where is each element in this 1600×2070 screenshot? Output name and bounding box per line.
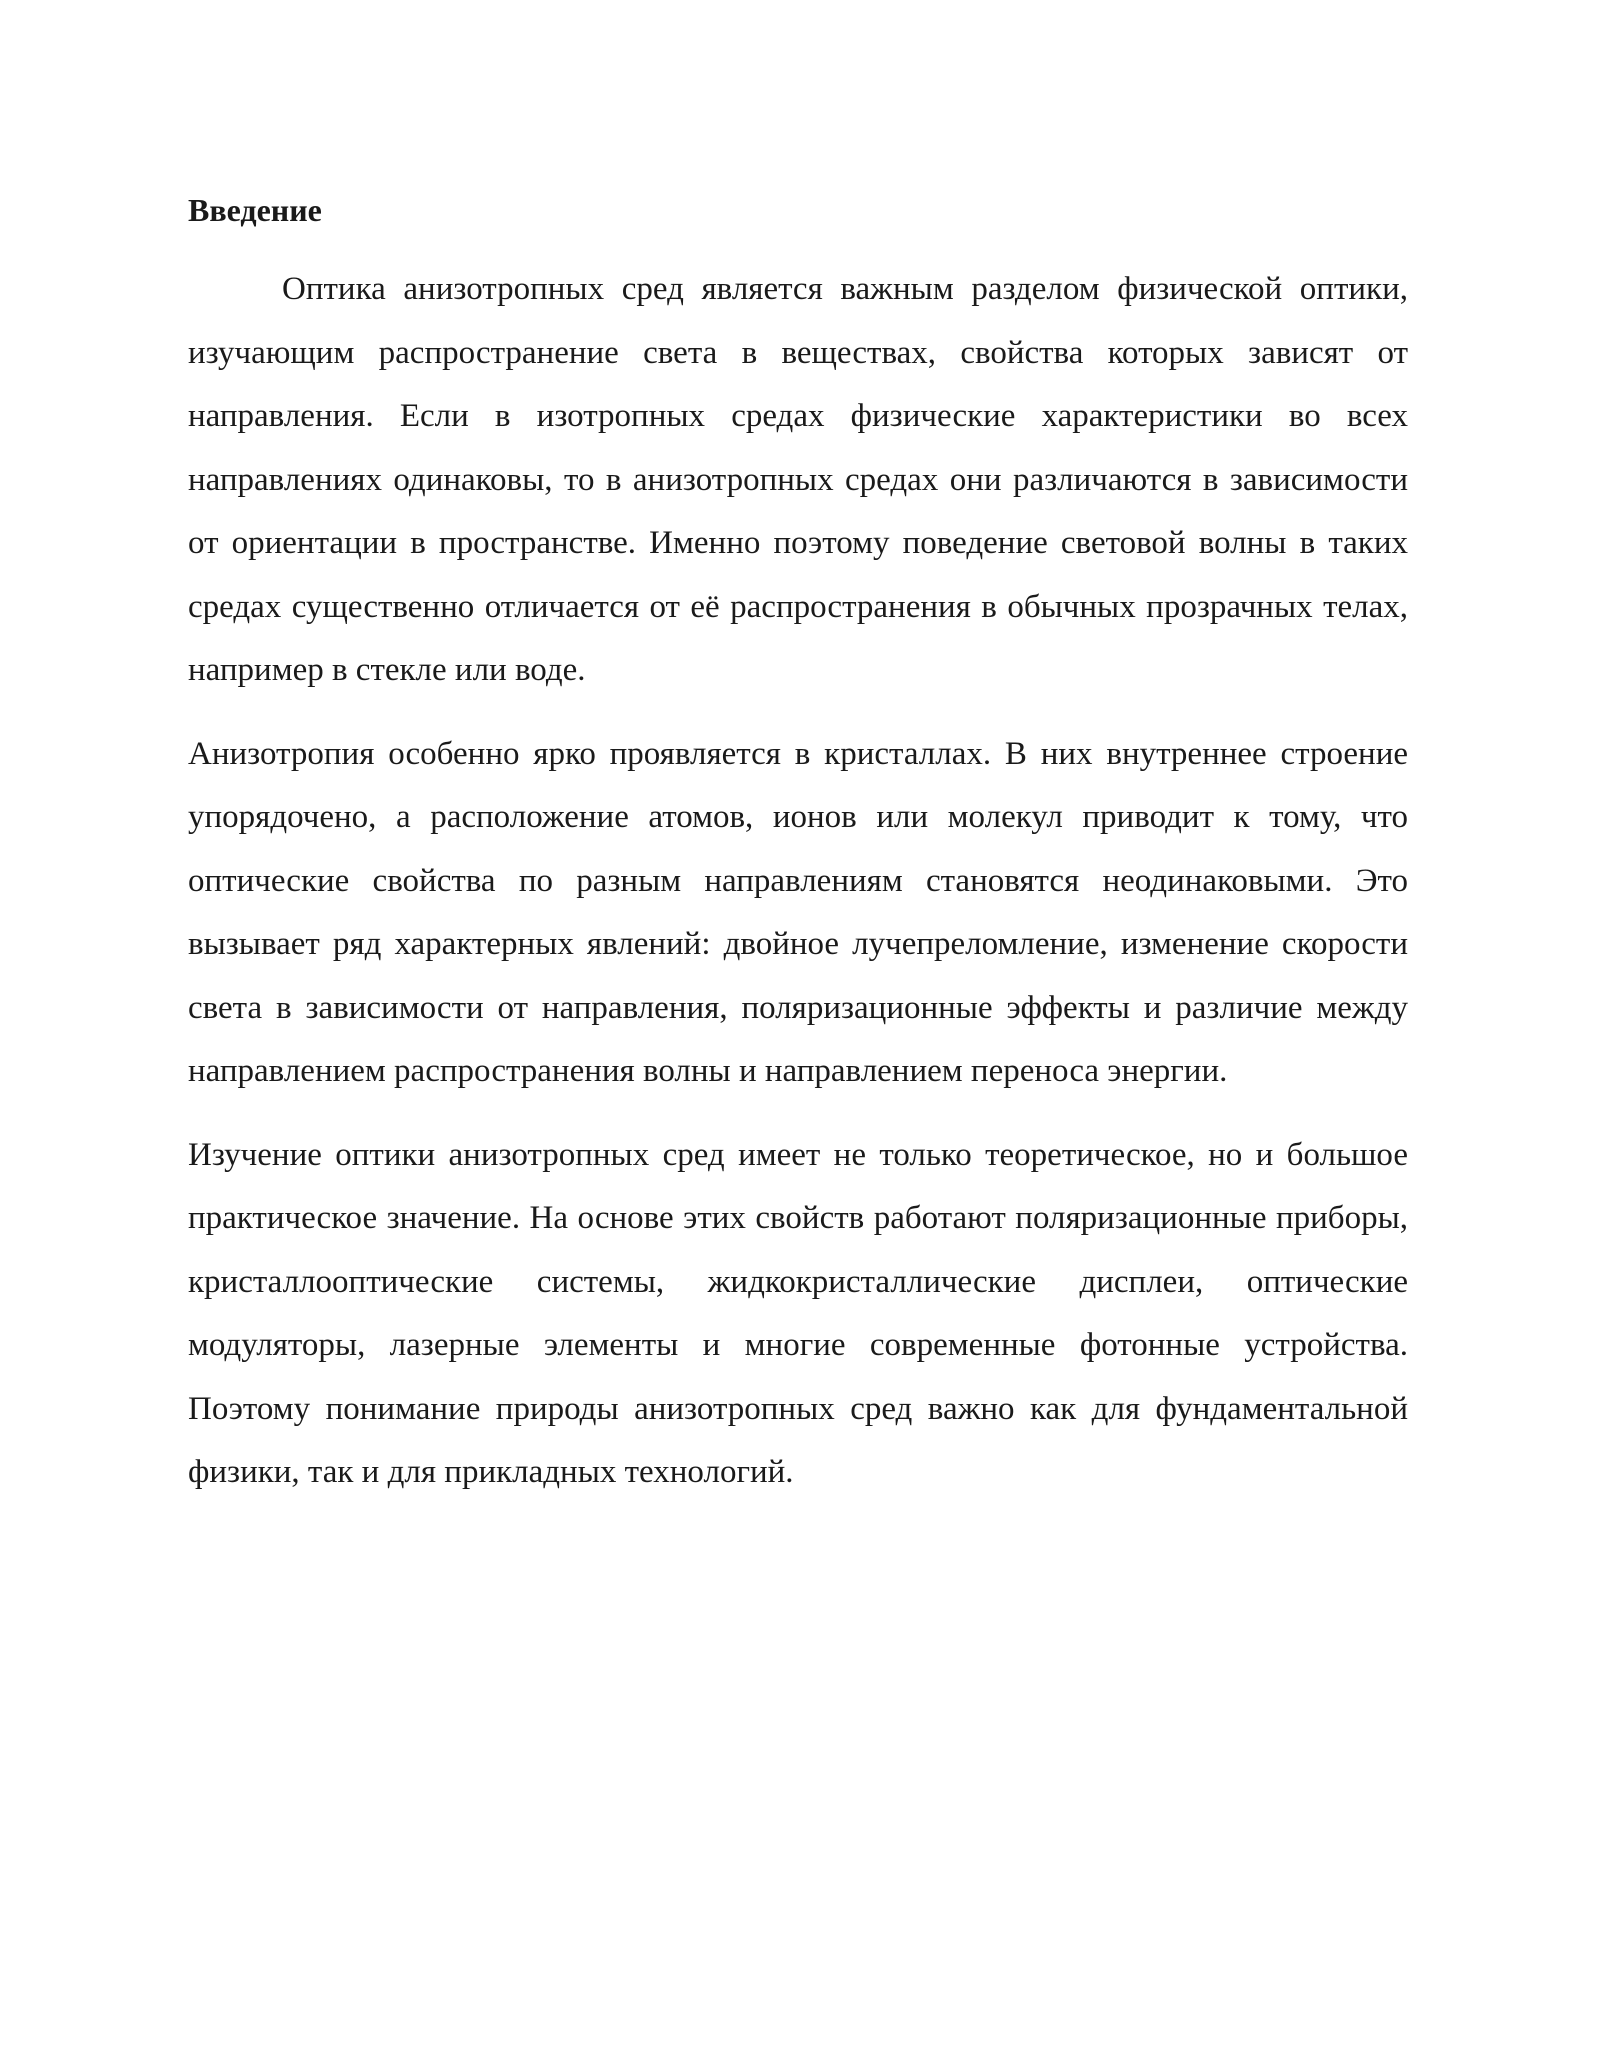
paragraph-2: Анизотропия особенно ярко проявляется в кристаллах. В них внутреннее строение упорядочено, а расположение атомов, ионов или молекул приводит к тому, что оптические свойства по разным направлениям становятся неодинаковыми. Это вызывает ряд характерных явлений: двойное лучепреломление, изменение скорости света в зависимости от направления, поляризационные эффекты и различие между направлением распространения волны и направлением переноса энергии.	[188, 735, 1408, 1089]
document-body	[188, 184, 1408, 1525]
section-heading: Введение	[188, 192, 322, 228]
paragraph-1: Оптика анизотропных сред является важным разделом физической оптики, изучающим распространение света в веществах, свойства которых зависят от направления. Если в изотропных средах физические характеристики во всех направлениях одинаковы, то в анизотропных средах они различаются в зависимости от ориентации в пространстве. Именно поэтому поведение световой волны в таких средах существенно отличается от её распространения в обычных прозрачных телах, например в стекле или воде.	[188, 271, 1408, 688]
paragraph-3: Изучение оптики анизотропных сред имеет не только теоретическое, но и большое практическое значение. На основе этих свойств работают поляризационные приборы, кристаллооптические системы, жидкокристаллические дисплеи, оптические модуляторы, лазерные элементы и многие современные фотонные устройства. Поэтому понимание природы анизотропных сред важно как для фундаментальной физики, так и для прикладных технологий.	[188, 1136, 1408, 1490]
